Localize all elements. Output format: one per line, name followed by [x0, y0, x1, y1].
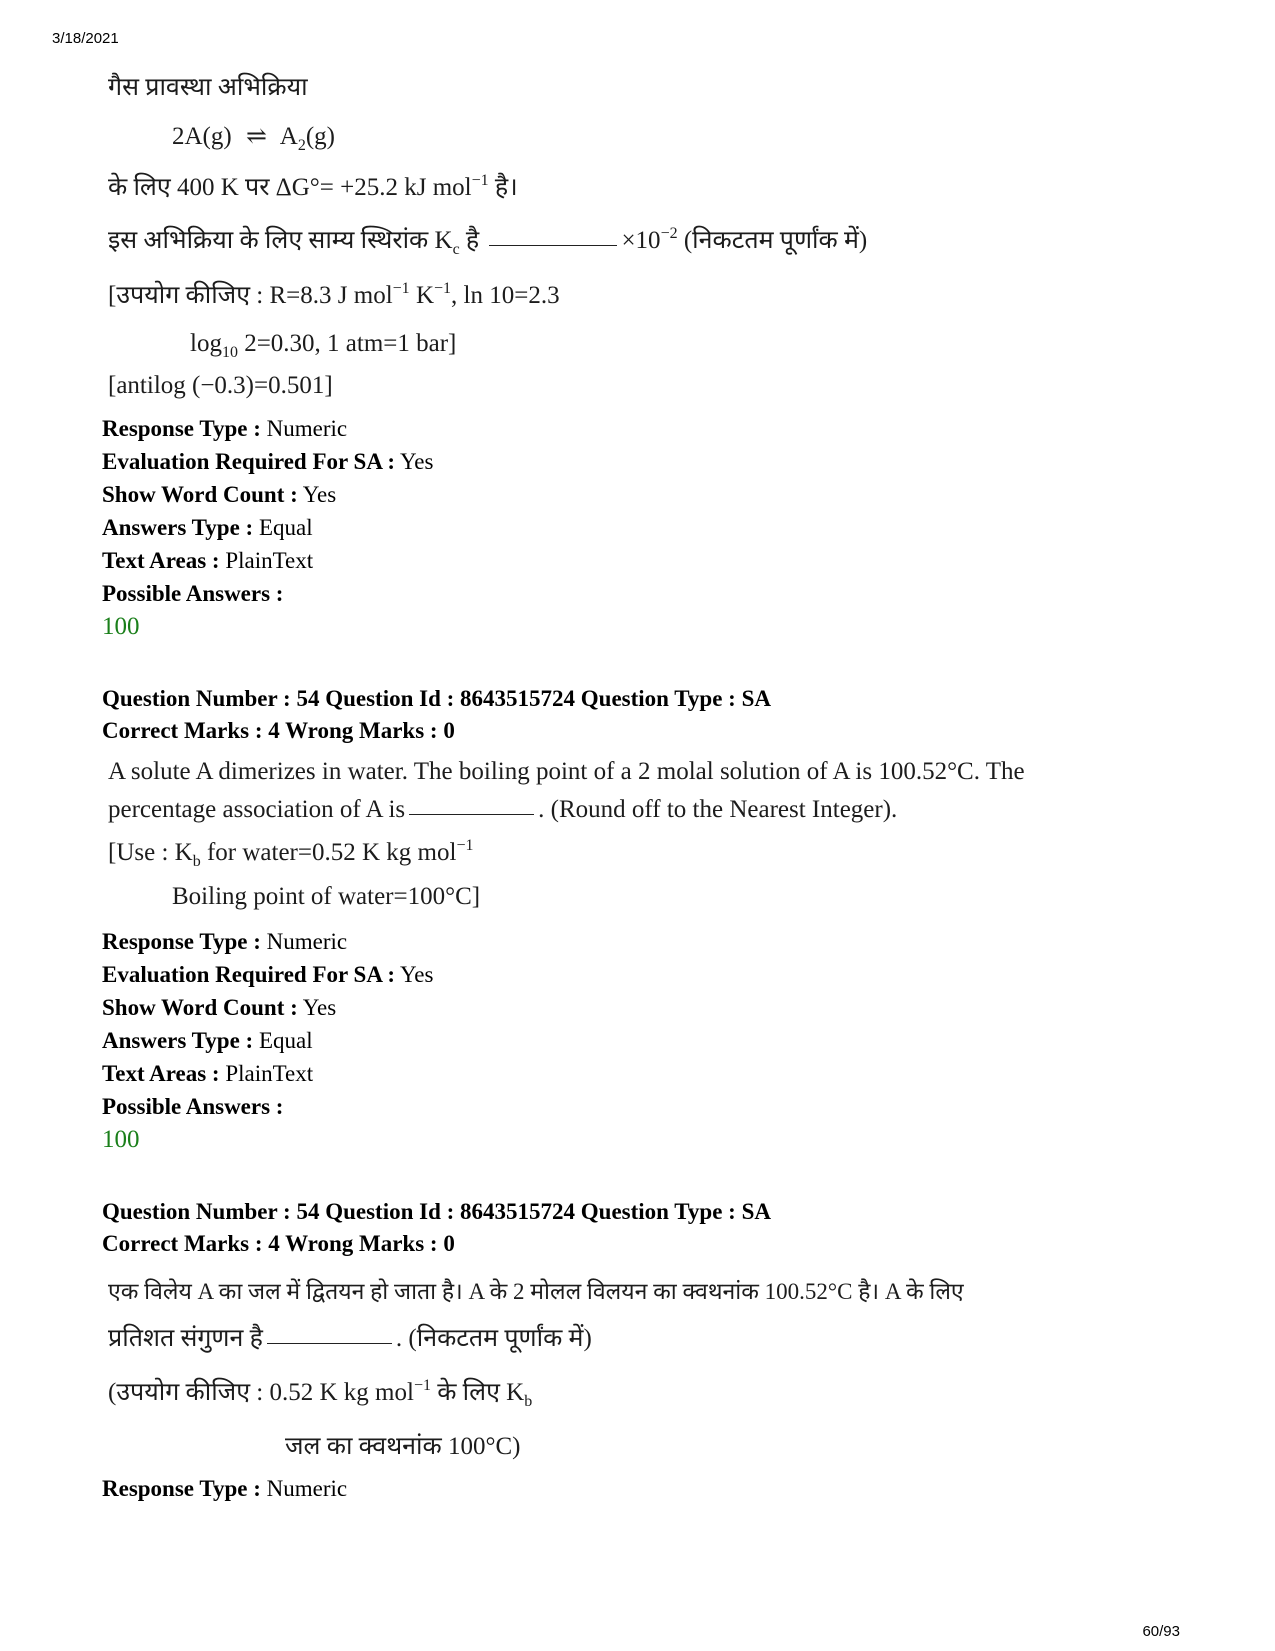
- reaction-rhs-sub: 2: [297, 137, 306, 154]
- q54-en-meta: [102, 925, 433, 1156]
- q53-log-text: log: [190, 330, 222, 357]
- evaluation-row: Evaluation Required For SA : Yes: [102, 962, 434, 987]
- q54-hi-line1: एक विलेय A का जल में द्वितयन हो जाता है। A के 2 मोलल विलयन का क्वथनांक 100.52°C है। A के लिए: [108, 1279, 964, 1304]
- answer-blank: [267, 1342, 392, 1344]
- q54-hi-header-id: Question Number : 54 Question Id : 8643515724 Question Type : SA: [102, 1199, 771, 1224]
- q54-line2: [108, 797, 897, 822]
- q53-line-question: [108, 225, 868, 258]
- q54-hi-line4: जल का क्वथनांक 100°C): [285, 1433, 521, 1460]
- q53-use-text: [उपयोग कीजिए : R=8.3 J mol: [108, 282, 393, 309]
- q54-hi-line2-post: . (निकटतम पूर्णांक में): [395, 1325, 592, 1352]
- q53-line-intro: गैस प्रावस्था अभिक्रिया: [108, 74, 308, 101]
- q53-use-sup2: −1: [434, 280, 452, 297]
- q54-line2-post: . (Round off to the Nearest Integer).: [538, 796, 898, 823]
- word-count-row: Show Word Count : Yes: [102, 482, 337, 507]
- reaction-rhs: A: [279, 123, 298, 150]
- text-areas-row: Text Areas : PlainText: [102, 548, 314, 573]
- q53-use-sup1: −1: [392, 280, 410, 297]
- q54-header-id: Question Number : 54 Question Id : 8643515724 Question Type : SA: [102, 686, 771, 711]
- response-type-row: Response Type : Numeric: [102, 416, 348, 441]
- q53-line-antilog: [antilog (−0.3)=0.501]: [108, 372, 333, 399]
- q54-line3-text: [Use : K: [108, 839, 193, 866]
- q54-hi-line2-text: प्रतिशत संगुणन है: [108, 1325, 263, 1352]
- answer-blank: [489, 244, 617, 246]
- q54-hi-line3-text: (उपयोग कीजिए : 0.52 K kg mol: [108, 1379, 414, 1406]
- q54-hi-line2: [108, 1326, 592, 1351]
- response-type-row: Response Type : Numeric: [102, 929, 348, 954]
- q53-log-post: 2=0.30, 1 atm=1 bar]: [237, 330, 457, 357]
- reaction-rhs-end: (g): [305, 123, 336, 150]
- page-number: 60/93: [1142, 1623, 1180, 1640]
- possible-answer-value: 100: [102, 613, 140, 640]
- possible-answers-row: Possible Answers :: [102, 581, 284, 606]
- q54-line3-mid: for water=0.52 K kg mol: [200, 839, 457, 866]
- evaluation-row: Evaluation Required For SA : Yes: [102, 449, 434, 474]
- q53-use-mid: K: [409, 282, 434, 309]
- q53-mult: ×10: [621, 227, 661, 254]
- possible-answers-row: Possible Answers :: [102, 1094, 284, 1119]
- q54-hi-line3: [108, 1377, 533, 1410]
- response-type-row: Response Type : Numeric: [102, 1476, 348, 1501]
- q54-line3-sup: −1: [456, 837, 474, 854]
- q54-hi-header-marks: Correct Marks : 4 Wrong Marks : 0: [102, 1231, 455, 1256]
- q53-line-log: [190, 330, 457, 361]
- q54-header-marks: Correct Marks : 4 Wrong Marks : 0: [102, 718, 455, 743]
- q54-hi-line3-sup: −1: [413, 1377, 431, 1394]
- equilibrium-arrow-icon: ⇌: [245, 123, 267, 150]
- q54-hi-meta: [102, 1472, 347, 1505]
- q54-line2-text: percentage association of A is: [108, 796, 406, 823]
- q53-deltaG-sup: −1: [471, 172, 489, 189]
- q53-question-mid: है: [459, 227, 486, 254]
- possible-answer-value: 100: [102, 1126, 140, 1153]
- text-areas-row: Text Areas : PlainText: [102, 1061, 314, 1086]
- q53-line-use: [108, 280, 560, 309]
- q54-hi-kb-sub: b: [524, 1393, 533, 1410]
- reaction-lhs: 2A(g): [172, 123, 232, 150]
- answer-blank: [409, 813, 534, 815]
- q53-question-text: इस अभिक्रिया के लिए साम्य स्थिरांक K: [108, 227, 453, 254]
- q53-deltaG-post: है।: [488, 174, 518, 201]
- word-count-row: Show Word Count : Yes: [102, 995, 337, 1020]
- q53-log-sub: 10: [221, 344, 238, 361]
- q53-line-deltaG: [108, 172, 518, 201]
- answers-type-row: Answers Type : Equal: [102, 1028, 313, 1053]
- q53-mult-sup: −2: [660, 225, 678, 242]
- q54-line1: A solute A dimerizes in water. The boiling point of a 2 molal solution of A is 100.52°C. The: [108, 758, 1025, 785]
- q54-line4: Boiling point of water=100°C]: [172, 883, 481, 910]
- q53-deltaG-text: के लिए 400 K पर ΔG°= +25.2 kJ mol: [108, 174, 472, 201]
- q54-kb-sub: b: [192, 853, 201, 870]
- q53-kc-sub: c: [452, 241, 460, 258]
- q53-question-post: (निकटतम पूर्णांक में): [677, 227, 868, 254]
- q54-hi-line3-mid: के लिए K: [430, 1379, 525, 1406]
- q53-meta: [102, 412, 433, 643]
- q53-use-post: , ln 10=2.3: [451, 282, 560, 309]
- answers-type-row: Answers Type : Equal: [102, 515, 313, 540]
- print-date: 3/18/2021: [52, 30, 119, 47]
- q54-line3: [108, 837, 474, 870]
- q53-reaction: [172, 123, 336, 154]
